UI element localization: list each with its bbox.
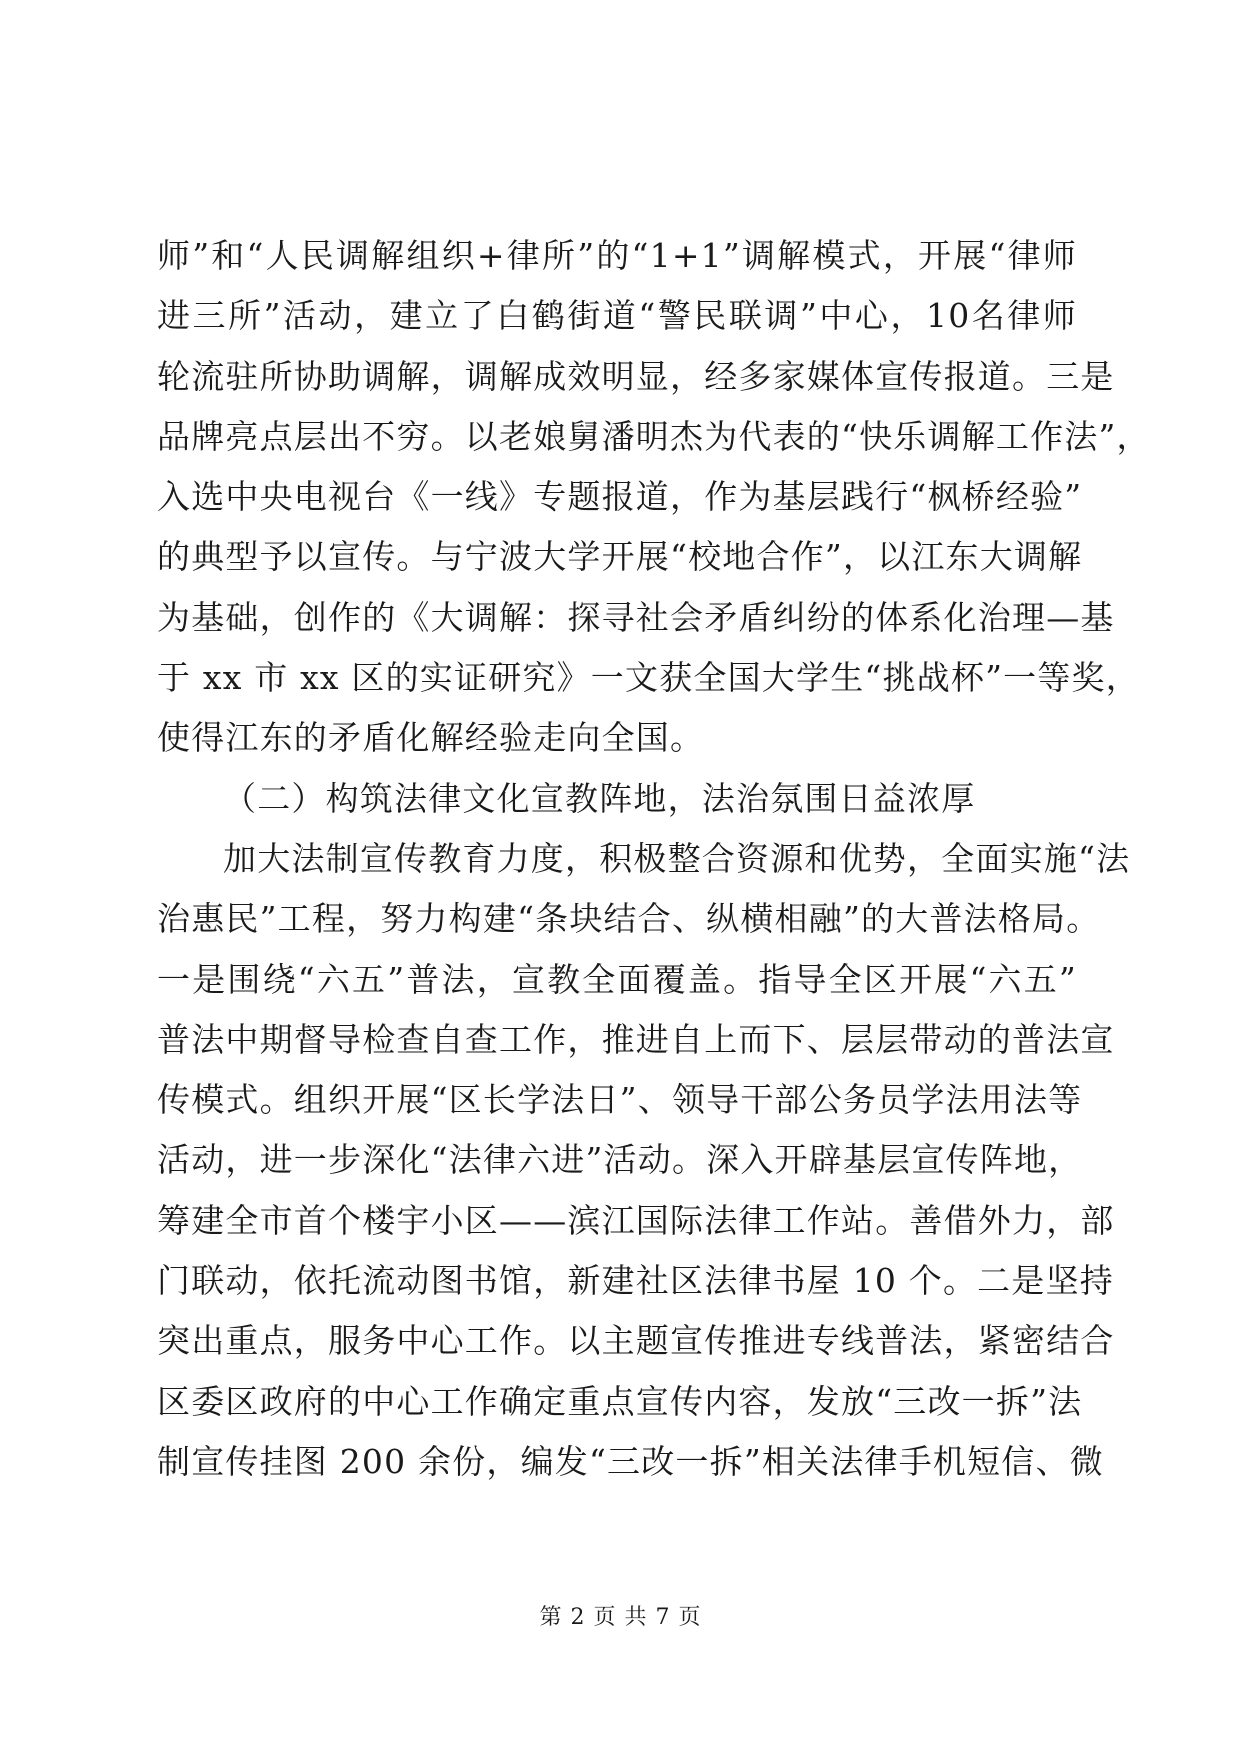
- heading-text: （二）构筑法律文化宣教阵地，法治氛围日益浓厚: [223, 778, 976, 818]
- text-line: [157, 1070, 1083, 1130]
- text-line: [157, 1010, 1115, 1070]
- text-line: [157, 950, 1077, 1010]
- text-line: [157, 1130, 1083, 1190]
- line-text: 突出重点，服务中心工作。以主题宣传推进专线普法，紧密结合: [157, 1321, 1115, 1361]
- text-line: [157, 1251, 1114, 1311]
- line-text: 品牌亮点层出不穷。以老娘舅潘明杰为代表的“快乐调解工作法”，: [157, 416, 1151, 456]
- text-line: [157, 407, 1151, 467]
- line-text: 制宣传挂图 200 余份，编发“三改一拆”相关法律手机短信、微: [157, 1441, 1104, 1481]
- text-line: [157, 226, 1077, 286]
- text-line: [157, 829, 1131, 889]
- line-text: 普法中期督导检查自查工作，推进自上而下、层层带动的普法宣: [157, 1019, 1115, 1059]
- line-text: 筹建全市首个楼宇小区——滨江国际法律工作站。善借外力，部: [157, 1200, 1115, 1240]
- line-text: 进三所”活动，建立了白鹤街道“警民联调”中心，10名律师: [157, 296, 1077, 336]
- text-line: [157, 648, 1140, 708]
- text-line: [157, 1311, 1115, 1371]
- line-text: 活动，进一步深化“法律六进”活动。深入开辟基层宣传阵地，: [157, 1140, 1083, 1180]
- text-line: [157, 1432, 1104, 1492]
- text-line: [157, 527, 1083, 587]
- text-line: [157, 347, 1115, 407]
- line-text: 师”和“人民调解组织+律所”的“1+1”调解模式，开展“律师: [157, 236, 1077, 275]
- line-text: 门联动，依托流动图书馆，新建社区法律书屋 10 个。二是坚持: [157, 1261, 1114, 1301]
- body-text: [157, 226, 1151, 1492]
- line-text: 入选中央电视台《一线》专题报道，作为基层践行“枫桥经验”: [157, 477, 1083, 517]
- line-text: 为基础，创作的《大调解：探寻社会矛盾纠纷的体系化治理—基: [157, 597, 1115, 637]
- line-text: 加大法制宣传教育力度，积极整合资源和优势，全面实施“法: [223, 838, 1131, 878]
- line-text: 一是围绕“六五”普法，宣教全面覆盖。指导全区开展“六五”: [157, 959, 1077, 999]
- text-line: [157, 588, 1115, 648]
- page-footer: [0, 1600, 1241, 1631]
- text-line: [157, 1191, 1115, 1251]
- text-line: [157, 286, 1077, 346]
- text-line: [157, 467, 1083, 527]
- text-line: [157, 708, 1077, 768]
- line-text: 于 xx 市 xx 区的实证研究》一文获全国大学生“挑战杯”一等奖，: [157, 658, 1140, 698]
- line-text: 轮流驻所协助调解，调解成效明显，经多家媒体宣传报道。三是: [157, 356, 1115, 396]
- line-text: 使得江东的矛盾化解经验走向全国。: [157, 718, 705, 758]
- text-line: [157, 889, 1101, 949]
- section-heading: [157, 769, 1077, 829]
- line-text: 区委区政府的中心工作确定重点宣传内容，发放“三改一拆”法: [157, 1381, 1083, 1421]
- line-text: 治惠民”工程，努力构建“条块结合、纵横相融”的大普法格局。: [157, 899, 1101, 939]
- page-number-label: 第 2 页 共 7 页: [539, 1605, 702, 1630]
- text-line: [157, 1372, 1083, 1432]
- line-text: 的典型予以宣传。与宁波大学开展“校地合作”，以江东大调解: [157, 537, 1083, 577]
- line-text: 传模式。组织开展“区长学法日”、领导干部公务员学法用法等: [157, 1080, 1083, 1120]
